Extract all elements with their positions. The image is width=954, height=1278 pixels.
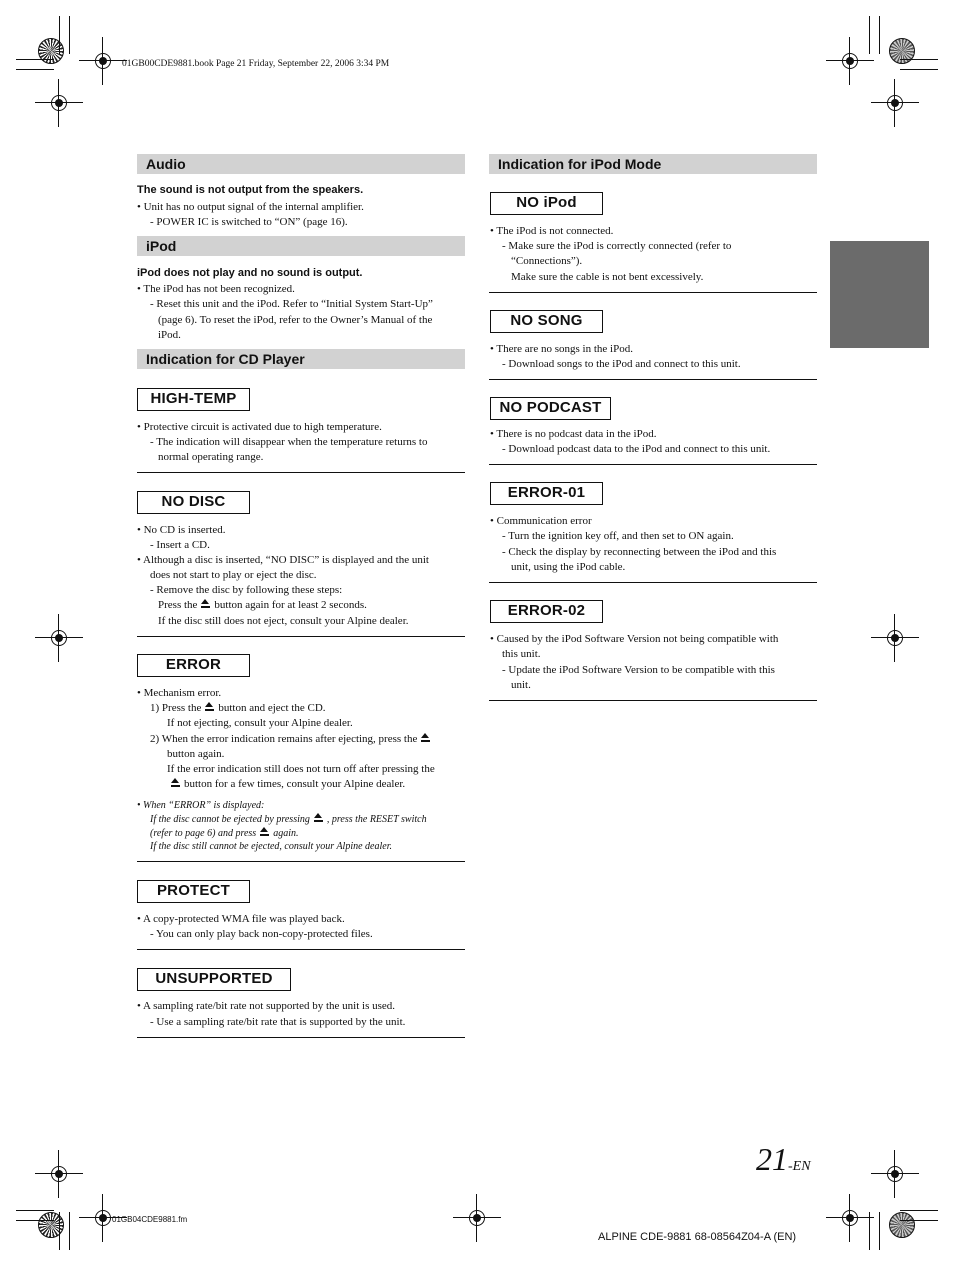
hightemp-line: • Protective circuit is activated due to high temperature. [137, 421, 382, 433]
trim-line [900, 1210, 938, 1211]
display-indicator-protect: PROTECT [137, 880, 250, 903]
page-number-value: 21 [756, 1141, 788, 1177]
error-note: If the disc still cannot be ejected, consult your Alpine dealer. [150, 841, 392, 852]
audio-subhead: The sound is not output from the speakers. [137, 184, 364, 196]
trim-line [869, 1212, 870, 1250]
section-divider [489, 700, 817, 701]
page-number-suffix: -EN [788, 1159, 811, 1174]
error-note: If the disc cannot be ejected by pressing , press the RESET switch [150, 814, 427, 825]
audio-line: - POWER IC is switched to “ON” (page 16). [150, 216, 348, 228]
crosshair-mark-bottom-center [465, 1206, 489, 1230]
fm-file-name: 01GB04CDE9881.fm [112, 1215, 188, 1224]
page-number [756, 1141, 811, 1178]
unsupported-line: • A sampling rate/bit rate not supported by the unit is used. [137, 1000, 396, 1012]
trim-line [879, 16, 880, 54]
nodisc-line: Press the button again for at least 2 seconds. [158, 599, 367, 611]
ipod-subhead: iPod does not play and no sound is output. [137, 267, 363, 279]
ipod-line: (page 6). To reset the iPod, refer to the Owner’s Manual of the [158, 314, 433, 326]
crosshair-mark-left-middle [47, 626, 71, 650]
trim-line [69, 16, 70, 54]
model-line: ALPINE CDE-9881 68-08564Z04-A (EN) [598, 1231, 797, 1243]
eject-icon [420, 733, 431, 743]
noipod-line: Make sure the cable is not bent excessively. [511, 271, 704, 283]
nosong-line: • There are no songs in the iPod. [490, 343, 633, 355]
ipod-line: • The iPod has not been recognized. [137, 283, 295, 295]
section-divider [137, 861, 465, 862]
unsupported-line: - Use a sampling rate/bit rate that is supported by the unit. [150, 1016, 406, 1028]
display-indicator-no-song: NO SONG [490, 310, 603, 333]
crosshair-mark-left-upper [47, 91, 71, 115]
section-heading-cd-player: Indication for CD Player [137, 349, 465, 369]
nosong-line: - Download songs to the iPod and connect to this unit. [502, 358, 741, 370]
display-indicator-error: ERROR [137, 654, 250, 677]
registration-target-bottom-left [38, 1212, 64, 1238]
section-divider [489, 582, 817, 583]
crosshair-mark-right-upper [883, 91, 907, 115]
nodisc-line: • No CD is inserted. [137, 524, 226, 536]
audio-line: • Unit has no output signal of the internal amplifier. [137, 201, 364, 213]
trim-line [59, 1212, 60, 1250]
display-indicator-no-disc: NO DISC [137, 491, 250, 514]
section-heading-ipod: iPod [137, 236, 465, 256]
error-line: button again. [167, 748, 225, 760]
display-indicator-no-podcast: NO PODCAST [490, 397, 611, 420]
noipod-line: - Make sure the iPod is correctly connected (refer to [502, 240, 732, 252]
display-indicator-error-01: ERROR-01 [490, 482, 603, 505]
crosshair-mark-right-lower [883, 1162, 907, 1186]
trim-line [16, 1220, 54, 1221]
section-divider [137, 949, 465, 950]
protect-line: • A copy-protected WMA file was played back. [137, 913, 345, 925]
display-indicator-unsupported: UNSUPPORTED [137, 968, 291, 991]
section-divider [489, 379, 817, 380]
protect-line: - You can only play back non-copy-protected files. [150, 928, 373, 940]
error-line: If not ejecting, consult your Alpine dealer. [167, 717, 353, 729]
registration-target-top-right [889, 38, 915, 64]
nodisc-line: If the disc still does not eject, consult your Alpine dealer. [158, 615, 409, 627]
crosshair-mark-top-right [838, 49, 862, 73]
trim-line [16, 1210, 54, 1211]
noipod-line: “Connections”). [511, 255, 583, 267]
hightemp-line: normal operating range. [158, 451, 264, 463]
eject-icon [259, 827, 270, 837]
section-divider [489, 292, 817, 293]
ipod-line: - Reset this unit and the iPod. Refer to “Initial System Start-Up” [150, 298, 433, 310]
noipod-line: • The iPod is not connected. [490, 225, 614, 237]
crosshair-mark-bottom-right [838, 1206, 862, 1230]
nopodcast-line: - Download podcast data to the iPod and connect to this unit. [502, 443, 771, 455]
error02-line: • Caused by the iPod Software Version not being compatible with [490, 633, 779, 645]
error-line: 1) Press the button and eject the CD. [150, 702, 326, 714]
chapter-thumb-tab [830, 241, 929, 348]
trim-line [59, 16, 60, 54]
registration-target-bottom-right [889, 1212, 915, 1238]
crosshair-mark-left-lower [47, 1162, 71, 1186]
eject-icon [200, 599, 211, 609]
section-heading-audio: Audio [137, 154, 465, 174]
section-divider [137, 1037, 465, 1038]
error02-line: this unit. [502, 648, 541, 660]
trim-line [16, 69, 54, 70]
ipod-line: iPod. [158, 329, 181, 341]
display-indicator-error-02: ERROR-02 [490, 600, 603, 623]
hightemp-line: - The indication will disappear when the temperature returns to [150, 436, 428, 448]
file-info-header: 01GB00CDE9881.book Page 21 Friday, September 22, 2006 3:34 PM [122, 59, 390, 69]
error01-line: - Turn the ignition key off, and then set to ON again. [502, 530, 734, 542]
section-divider [489, 464, 817, 465]
eject-icon [204, 702, 215, 712]
display-indicator-high-temp: HIGH-TEMP [137, 388, 250, 411]
trim-line [16, 59, 54, 60]
display-indicator-no-ipod: NO iPod [490, 192, 603, 215]
error01-line: - Check the display by reconnecting between the iPod and this [502, 546, 777, 558]
nopodcast-line: • There is no podcast data in the iPod. [490, 428, 657, 440]
section-divider [137, 636, 465, 637]
error-note: • When “ERROR” is displayed: [137, 800, 265, 811]
error-line: • Mechanism error. [137, 687, 222, 699]
error-line: button for a few times, consult your Alpine dealer. [167, 777, 405, 792]
error-note: (refer to page 6) and press again. [150, 828, 299, 839]
error01-line: unit, using the iPod cable. [511, 561, 626, 573]
nodisc-line: does not start to play or eject the disc. [150, 569, 317, 581]
trim-line [69, 1212, 70, 1250]
error02-line: - Update the iPod Software Version to be compatible with this [502, 664, 775, 676]
registration-target-top-left [38, 38, 64, 64]
trim-line [900, 69, 938, 70]
eject-icon [313, 813, 324, 823]
trim-line [869, 16, 870, 54]
crosshair-mark-right-middle [883, 626, 907, 650]
error02-line: unit. [511, 679, 531, 691]
section-divider [137, 472, 465, 473]
trim-line [900, 1220, 938, 1221]
trim-line [900, 59, 938, 60]
nodisc-line: - Remove the disc by following these steps: [150, 584, 343, 596]
crosshair-mark-top-left [91, 49, 115, 73]
eject-icon [170, 778, 181, 788]
section-heading-ipod-mode: Indication for iPod Mode [489, 154, 817, 174]
error-line: If the error indication still does not turn off after pressing the [167, 763, 435, 775]
trim-line [879, 1212, 880, 1250]
error01-line: • Communication error [490, 515, 592, 527]
nodisc-line: • Although a disc is inserted, “NO DISC” is displayed and the unit [137, 554, 429, 566]
error-line: 2) When the error indication remains after ejecting, press the [150, 732, 434, 747]
nodisc-line: - Insert a CD. [150, 539, 210, 551]
